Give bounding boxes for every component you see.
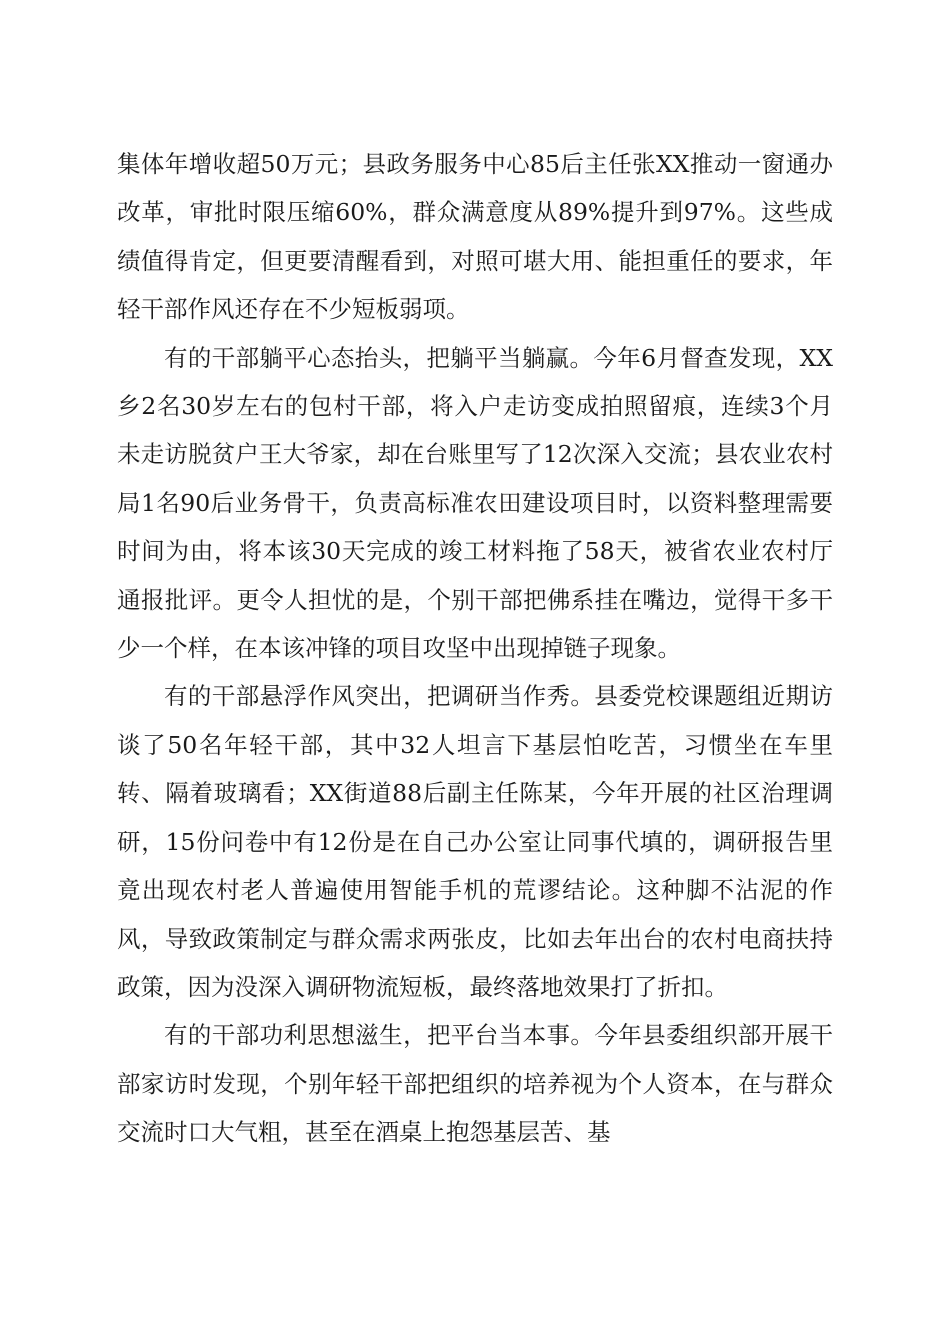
paragraph-superficial-research: 有的干部悬浮作风突出，把调研当作秀。县委党校课题组近期访谈了50名年轻干部，其中32人坦言下基层怕吃苦，习惯坐在车里转、隔着玻璃看；XX街道88后副主任陈某，今年开展的社区治理调研，15份问卷中有12份是在自己办公室让同事代填的，调研报告里竟出现农村老人普遍使用智能手机的荒谬结论。这种脚不沾泥的作风，导致政策制定与群众需求两张皮，比如去年出台的农村电商扶持政策，因为没深入调研物流短板，最终落地效果打了折扣。 <box>117 682 833 1001</box>
document-body <box>117 140 833 1157</box>
paragraph-lying-flat: 有的干部躺平心态抬头，把躺平当躺赢。今年6月督查发现，XX乡2名30岁左右的包村干部，将入户走访变成拍照留痕，连续3个月未走访脱贫户王大爷家，却在台账里写了12次深入交流；县农业农村局1名90后业务骨干，负责高标准农田建设项目时，以资料整理需要时间为由，将本该30天完成的竣工材料拖了58天，被省农业农村厅通报批评。更令人担忧的是，个别干部把佛系挂在嘴边，觉得干多干少一个样，在本该冲锋的项目攻坚中出现掉链子现象。 <box>117 343 833 663</box>
paragraph-continued: 集体年增收超50万元；县政务服务中心85后主任张XX推动一窗通办改革，审批时限压缩60%，群众满意度从89%提升到97%。这些成绩值得肯定，但更要清醒看到，对照可堪大用、能担重任的要求，年轻干部作风还存在不少短板弱项。 <box>117 150 833 324</box>
paragraph-utilitarian-thinking: 有的干部功利思想滋生，把平台当本事。今年县委组织部开展干部家访时发现，个别年轻干部把组织的培养视为个人资本，在与群众交流时口大气粗，甚至在酒桌上抱怨基层苦、基 <box>117 1021 833 1147</box>
